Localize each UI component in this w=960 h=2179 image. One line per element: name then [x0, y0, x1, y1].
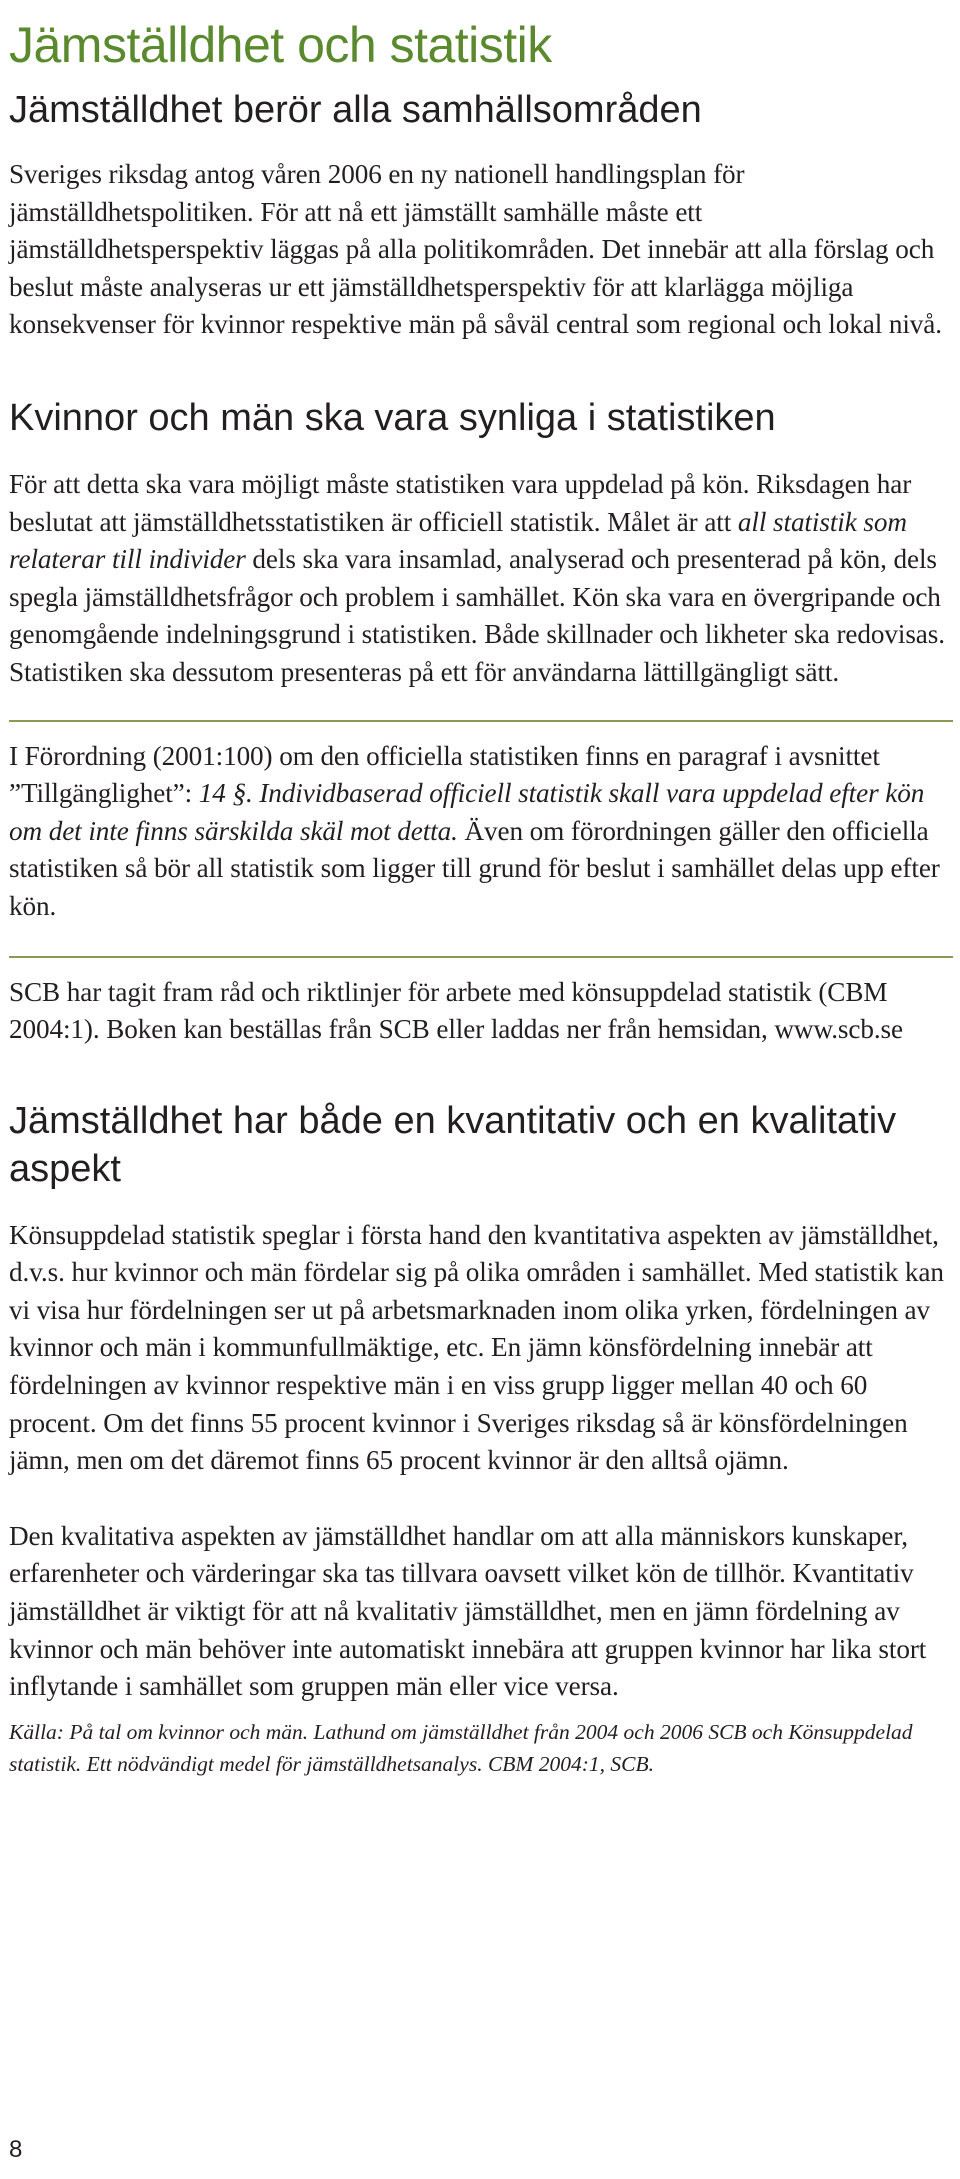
paragraph-text: Även om förordningen gäller den officiella statistiken så bör all statistik som ligger till grund för beslut i samhället delas upp efter kön. [9, 815, 940, 921]
page-number: 8 [9, 2136, 23, 2163]
page-title: Jämställdhet och statistik [9, 17, 552, 73]
section-heading-quantitative-qualitative: Jämställdhet har både en kvantitativ och en kvalitativ aspekt [9, 1099, 897, 1190]
section-heading-equality-all-areas: Jämställdhet berör alla samhällsområden [9, 89, 702, 131]
paragraph-text: För att detta ska vara möjligt måste statistiken vara uppdelad på kön. Riksdagen har beslutat att jämställdhetsstatistiken är officiell statistik. Målet är att [9, 468, 912, 537]
source-note: Källa: På tal om kvinnor och män. Lathund om jämställdhet från 2004 och 2006 SCB och Könsuppdelad statistik. Ett nödvändigt medel för jämställdhetsanalys. CBM 2004:1, SCB. [9, 1719, 913, 1776]
regulation-quote: 14 §. Individbaserad officiell statistik skall vara uppdelad efter kön om det inte finns särskilda skäl mot detta. [9, 778, 925, 846]
regulation-box-paragraph [9, 738, 953, 926]
divider-rule [9, 720, 953, 722]
document-page [9, 0, 953, 1780]
section-paragraph-action-plan: Sveriges riksdag antog våren 2006 en ny nationell handlingsplan för jämställdhetspolitiken. För att nå ett jämställt samhälle måste ett jämställdhetsperspektiv läggas på alla politikområden. Det innebär att alla förslag och beslut måste analyseras ur ett jämställdhetsperspektiv för att klarlägga möjliga konsekvenser för kvinnor respektive män på såväl central som regional och lokal nivå. [9, 159, 942, 340]
scb-guidelines-paragraph: SCB har tagit fram råd och riktlinjer för arbete med könsuppdelad statistik (CBM 2004:1). Boken kan beställas från SCB eller laddas ner från hemsidan, www.scb.se [9, 976, 903, 1045]
quantitative-aspect-paragraph: Könsuppdelad statistik speglar i första hand den kvantitativa aspekten av jämställdhet, d.v.s. hur kvinnor och män fördelar sig på olika områden i samhället. Med statistik kan vi visa hur fördelningen ser ut på arbetsmarknaden inom olika yrken, fördelningen av kvinnor och män i kommunfullmäktige, etc. En jämn könsfördelning innebär att fördelningen av kvinnor respektive män i en viss grupp ligger mellan 40 och 60 procent. Om det finns 55 procent kvinnor i Sveriges riksdag så är könsfördelningen jämn, men om det däremot finns 65 procent kvinnor är den alltså ojämn. [9, 1219, 944, 1476]
qualitative-aspect-paragraph: Den kvalitativa aspekten av jämställdhet handlar om att alla människors kunskaper, erfarenheter och värderingar ska tas tillvara oavsett vilket kön de tillhör. Kvantitativ jämställdhet är viktigt för att nå kvalitativ jämställdhet, men en jämn fördelning av kvinnor och män behöver inte automatiskt innebära att gruppen kvinnor har lika stort inflytande i samhället som gruppen män eller vice versa. [9, 1520, 927, 1702]
section-paragraph-gender-divided-statistics [9, 466, 953, 692]
paragraph-text: dels ska vara insamlad, analyserad och presenterad på kön, dels spegla jämställdhetsfrågor och problem i samhället. Kön ska vara en övergripande och genomgående indelningsgrund i statistiken. Både skillnader och likheter ska redovisas. Statistiken ska dessutom presenteras på ett för användarna lättillgängligt sätt. [9, 544, 945, 687]
section-heading-visible-in-statistics: Kvinnor och män ska vara synliga i statistiken [9, 396, 776, 439]
emphasized-text: all statistik som relaterar till individer [9, 506, 907, 575]
paragraph-text: I Förordning (2001:100) om den officiella statistiken finns en paragraf i avsnittet ”Tillgänglighet”: [9, 740, 880, 809]
divider-rule [9, 956, 953, 958]
